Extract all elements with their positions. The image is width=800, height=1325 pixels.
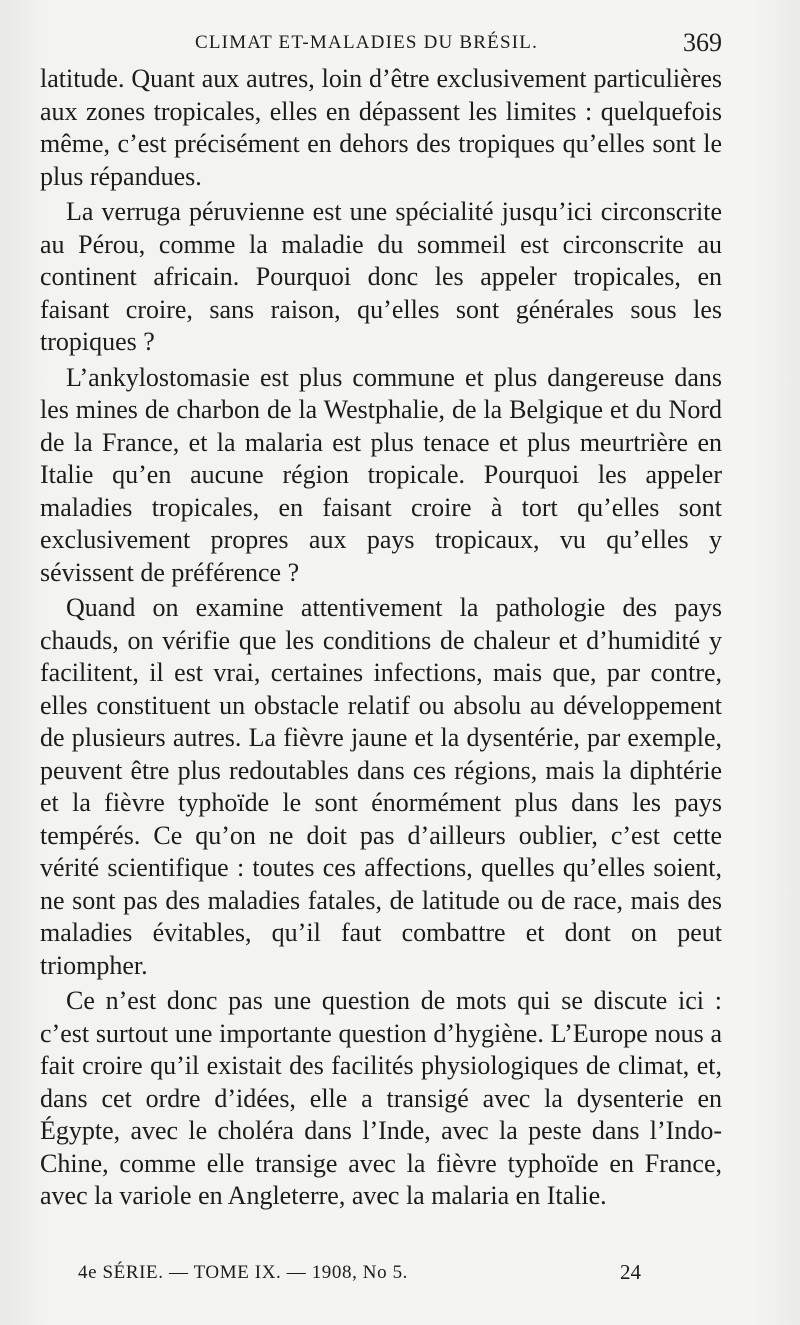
running-header	[40, 28, 722, 62]
paragraph-ankylostomasie: L’ankylostomasie est plus commune et plus dangereuse dans les mines de charbon de la Westphalie, de la Belgique et du Nord de la France, et la malaria est plus tenace et plus meurtrière en Italie qu’en aucune région tropicale. Pourquoi les appeler maladies tropicales, en faisant croire à tort qu’elles sont exclusivement propres aux pays tropicaux, vu qu’elles y sévissent de préférence ?	[40, 362, 722, 587]
paragraph-verruga: La verruga péruvienne est une spécialité jusqu’ici circonscrite au Pérou, comme la maladie du sommeil est circonscrite au continent africain. Pourquoi donc les appeler tropicales, en faisant croire, sans raison, qu’elles sont générales sous les tropiques ?	[40, 197, 722, 356]
printer-signature: 4e SÉRIE. — TOME IX. — 1908, No 5.	[78, 1262, 409, 1283]
running-title: CLIMAT ET-MALADIES DU BRÉSIL.	[195, 32, 539, 53]
paragraph-hygiene: Ce n’est donc pas une question de mots qui se discute ici : c’est surtout une importante question d’hygiène. L’Europe nous a fait croire qu’il existait des facilités physiologiques de climat, et, dans cet ordre d’idées, elle a transigé avec la dysenterie en Égypte, avec le choléra dans l’Inde, avec la peste dans l’Indo-Chine, comme elle transige avec la fièvre typhoïde en France, avec la variole en Angleterre, avec la malaria en Italie.	[40, 986, 722, 1210]
paragraph-pathologie: Quand on examine attentivement la pathologie des pays chauds, on vérifie que les conditions de chaleur et d’humidité y facilitent, il est vrai, certaines infections, mais que, par contre, elles constituent un obstacle relatif ou absolu au développement de plusieurs autres. La fièvre jaune et la dysentérie, par exemple, peuvent être plus redoutables dans ces régions, mais la diphtérie et la fièvre typhoïde le sont énormément plus dans les pays tempérés. Ce qu’on ne doit pas d’ailleurs oublier, c’est cette vérité scientifique : toutes ces affections, quelles qu’elles soient, ne sont pas des maladies fatales, de latitude ou de race, mais des maladies évitables, qu’il faut combattre et dont on peut triompher.	[40, 593, 722, 980]
body-text	[40, 63, 722, 1213]
page-number: 369	[683, 28, 722, 57]
sheet-number: 24	[620, 1260, 641, 1284]
paragraph-continued: latitude. Quant aux autres, loin d’être exclusivement particulières aux zones tropicales, elles en dépassent les limites : quelquefois même, c’est précisément en dehors des tropiques qu’elles sont le plus répandues.	[40, 64, 722, 191]
page-footer	[40, 1262, 722, 1292]
